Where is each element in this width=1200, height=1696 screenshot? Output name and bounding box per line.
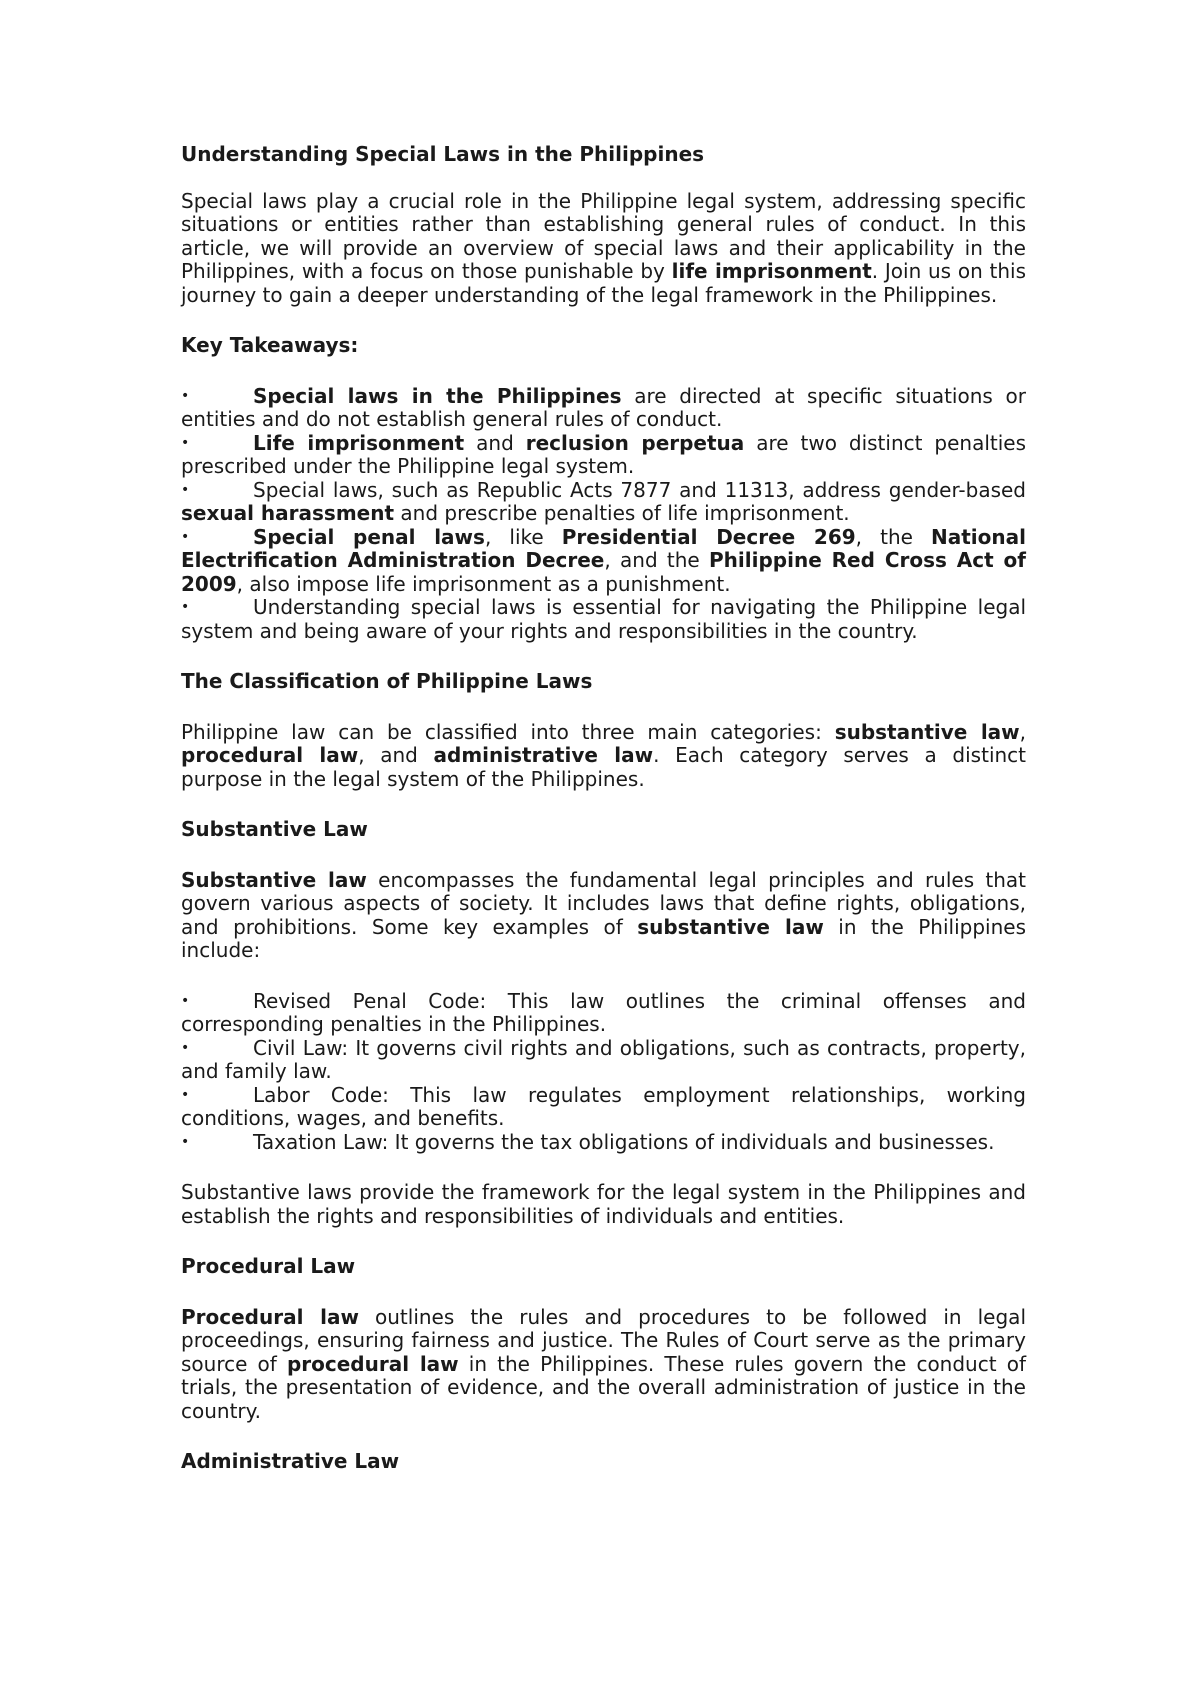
substantive-law-heading: Substantive Law [181, 817, 368, 841]
bullet-icon: • [181, 599, 190, 615]
key-takeaways-list [181, 385, 1026, 644]
list-item: • Taxation Law: It governs the tax obligations of individuals and businesses. [181, 1129, 995, 1154]
list-item: • Civil Law: It governs civil rights and obligations, such as contracts, property, and family law. [181, 1035, 1026, 1083]
bullet-icon: • [181, 528, 190, 545]
list-item: • Special laws in the Philippines are directed at specific situations or entities and do not establish general rules of conduct. [181, 383, 1026, 431]
procedural-law-heading: Procedural Law [181, 1254, 356, 1278]
intro-paragraph: Special laws play a crucial role in the Philippine legal system, addressing specific situations or entities rather than establishing general rules of conduct. In this article, we will provide an overview of special laws and their applicability in the Philippines, with a focus on those punishable by life imprisonment. Join us on this journey to gain a deeper understanding of the legal framework in the Philippines. [181, 188, 1026, 307]
list-item: • Life imprisonment and reclusion perpetua are two distinct penalties prescribed under the Philippine legal system. [181, 430, 1026, 478]
classification-heading: The Classification of Philippine Laws [181, 669, 593, 693]
bullet-icon: • [181, 434, 190, 451]
substantive-law-list [181, 990, 1026, 1155]
document-title: Understanding Special Laws in the Philippines [181, 142, 705, 166]
list-item: • Special penal laws, like Presidential Decree 269, the National Electrification Administration Decree, and the Philippine Red Cross Act of 2009, also impose life imprisonment as a punishment. [181, 524, 1027, 596]
bullet-icon: • [181, 1086, 190, 1103]
list-item: • Special laws, such as Republic Acts 7877 and 11313, address gender-based sexual harassment and prescribe penalties of life imprisonment. [181, 477, 1026, 525]
administrative-law-heading: Administrative Law [181, 1449, 400, 1473]
bullet-icon: • [181, 481, 190, 498]
substantive-law-paragraph: Substantive law encompasses the fundamental legal principles and rules that govern various aspects of society. It includes laws that define rights, obligations, and prohibitions. Some key examples of substantive law in the Philippines include: [181, 867, 1027, 962]
bullet-icon: • [181, 1133, 190, 1150]
procedural-law-paragraph: Procedural law outlines the rules and procedures to be followed in legal proceedings, ensuring fairness and justice. The Rules of Court serve as the primary source of procedural law in the Philippines. These rules govern the conduct of trials, the presentation of evidence, and the overall administration of justice in the country. [181, 1304, 1026, 1423]
list-item: • Revised Penal Code: This law outlines the criminal offenses and corresponding penalties in the Philippines. [181, 988, 1026, 1036]
classification-paragraph: Philippine law can be classified into three main categories: substantive law, procedural law, and administrative law. Each category serves a distinct purpose in the legal system of the Philippines. [181, 719, 1027, 791]
document-body [181, 143, 1026, 1474]
list-item: • Labor Code: This law regulates employment relationships, working conditions, wages, and benefits. [181, 1082, 1026, 1130]
bullet-icon: • [181, 387, 190, 404]
list-item: • Understanding special laws is essential for navigating the Philippine legal system and being aware of your rights and responsibilities in the country. [181, 595, 1026, 643]
bullet-icon: • [181, 1039, 190, 1056]
substantive-law-closing: Substantive laws provide the framework for the legal system in the Philippines and establish the rights and responsibilities of individuals and entities. [181, 1180, 1026, 1228]
bullet-icon: • [181, 992, 190, 1009]
key-takeaways-heading: Key Takeaways: [181, 333, 359, 357]
